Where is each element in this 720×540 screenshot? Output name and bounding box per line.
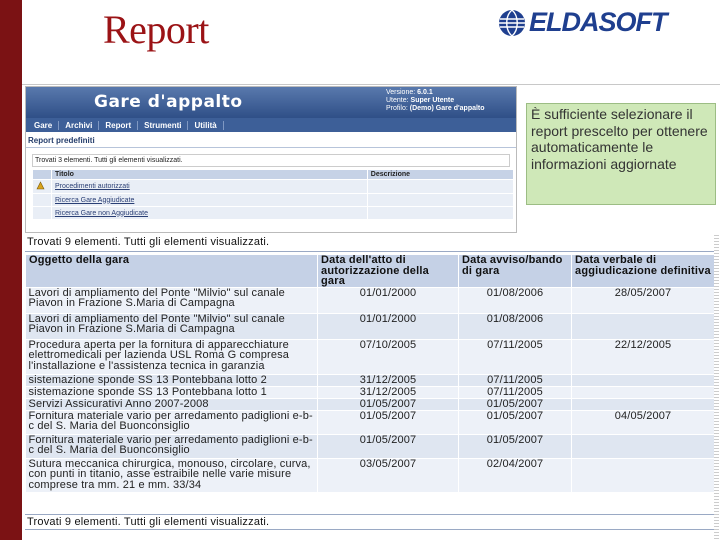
menu-gare[interactable]: Gare: [28, 121, 59, 130]
logo-wordmark: ELDASOFT: [529, 7, 667, 37]
cell-data-verbale: [572, 386, 715, 398]
report-row[interactable]: [33, 194, 514, 207]
cell-data-avviso: 01/08/2006: [459, 287, 572, 313]
slide-title: Report: [103, 7, 209, 52]
globe-logo-icon: [497, 8, 527, 38]
cell-oggetto[interactable]: sistemazione sponde SS 13 Pontebbana lotto 2: [26, 374, 318, 386]
cell-data-verbale: [572, 374, 715, 386]
app-header: [26, 87, 516, 118]
app-title: Gare d'appalto: [94, 92, 243, 112]
col-data-atto[interactable]: Data dell'atto di autorizzazione della gara: [318, 255, 459, 288]
table-row[interactable]: [26, 386, 715, 398]
cell-data-avviso: 01/05/2007: [459, 434, 572, 458]
cell-data-verbale: 04/05/2007: [572, 410, 715, 434]
user-value: Super Utente: [410, 97, 455, 104]
table-row[interactable]: [26, 313, 715, 339]
report-table: [32, 169, 514, 220]
cell-data-avviso: 01/05/2007: [459, 398, 572, 410]
table-row[interactable]: [26, 287, 715, 313]
title-divider: [22, 84, 720, 85]
report-link[interactable]: Ricerca Gare Aggiudicate: [52, 194, 368, 207]
report-description: [367, 194, 513, 207]
cell-oggetto[interactable]: Fornitura materiale vario per arredamento padiglioni e-b-c del S. Maria del Buonconsiglio: [26, 410, 318, 434]
cell-data-avviso: 07/11/2005: [459, 339, 572, 374]
eldasoft-logo: [497, 7, 667, 38]
report-description: [367, 207, 513, 220]
col-data-verbale[interactable]: Data verbale di aggiudicazione definitiva: [572, 255, 715, 288]
cell-data-avviso: 07/11/2005: [459, 374, 572, 386]
report-description: [367, 180, 513, 194]
cell-data-atto: 01/05/2007: [318, 398, 459, 410]
cell-oggetto[interactable]: Servizi Assicurativi Anno 2007-2008: [26, 398, 318, 410]
menu-report[interactable]: Report: [99, 121, 138, 130]
cell-data-avviso: 07/11/2005: [459, 386, 572, 398]
col-oggetto[interactable]: Oggetto della gara: [26, 255, 318, 288]
version-value: 6.0.1: [417, 89, 433, 96]
table-row[interactable]: [26, 458, 715, 492]
cell-data-atto: 07/10/2005: [318, 339, 459, 374]
col-titolo[interactable]: Titolo: [52, 170, 368, 180]
cell-data-atto: 03/05/2007: [318, 458, 459, 492]
cell-data-verbale: [572, 313, 715, 339]
table-row[interactable]: [26, 398, 715, 410]
cell-oggetto[interactable]: Procedura aperta per la fornitura di apparecchiature elettromedicali per lazienda USL Roma G compresa l'installazione e l'assistenza tecnica in garanzia: [26, 339, 318, 374]
cell-data-verbale: 28/05/2007: [572, 287, 715, 313]
results-grid: [25, 235, 719, 540]
cell-data-verbale: [572, 398, 715, 410]
table-row[interactable]: [26, 410, 715, 434]
report-link[interactable]: Procedimenti autorizzati: [52, 180, 368, 194]
section-title: Report predefiniti: [26, 132, 516, 148]
app-session-info: [386, 89, 485, 113]
report-link[interactable]: Ricerca Gare non Aggiudicate: [52, 207, 368, 220]
report-run-icon[interactable]: [33, 180, 52, 194]
found-count-top: Trovati 9 elementi. Tutti gli elementi visualizzati.: [25, 235, 719, 252]
left-accent-bar: [0, 0, 22, 540]
report-row[interactable]: [33, 180, 514, 194]
menu-utilita[interactable]: Utilità: [188, 121, 223, 130]
menu-archivi[interactable]: Archivi: [59, 121, 99, 130]
cell-oggetto[interactable]: Fornitura materiale vario per arredamento padiglioni e-b-c del S. Maria del Buonconsiglio: [26, 434, 318, 458]
cell-data-avviso: 01/08/2006: [459, 313, 572, 339]
table-row[interactable]: [26, 339, 715, 374]
cell-oggetto[interactable]: Sutura meccanica chirurgica, monouso, circolare, curva, con punti in titanio, asse estraibile nelle varie misure comprese tra mm. 21 e mm. 33/34: [26, 458, 318, 492]
cell-data-atto: 31/12/2005: [318, 374, 459, 386]
col-descrizione[interactable]: Descrizione: [367, 170, 513, 180]
app-menu-bar: [26, 118, 516, 132]
report-run-icon: [33, 194, 52, 207]
table-row[interactable]: [26, 374, 715, 386]
cell-data-atto: 31/12/2005: [318, 386, 459, 398]
cell-oggetto[interactable]: Lavori di ampliamento del Ponte "Milvio" sul canale Piavon in Frazione S.Maria di Campagna: [26, 287, 318, 313]
cell-data-atto: 01/01/2000: [318, 287, 459, 313]
cell-oggetto[interactable]: Lavori di ampliamento del Ponte "Milvio" sul canale Piavon in Frazione S.Maria di Campagna: [26, 313, 318, 339]
cell-data-avviso: 01/05/2007: [459, 410, 572, 434]
cell-data-avviso: 02/04/2007: [459, 458, 572, 492]
found-count-bottom: Trovati 9 elementi. Tutti gli elementi visualizzati.: [25, 514, 719, 530]
cell-oggetto[interactable]: sistemazione sponde SS 13 Pontebbana lotto 1: [26, 386, 318, 398]
report-run-icon: [33, 207, 52, 220]
table-row[interactable]: [26, 434, 715, 458]
user-label: Utente:: [386, 97, 409, 104]
callout-note: È sufficiente selezionare il report prescelto per ottenere automaticamente le informazioni aggiornate: [526, 103, 716, 205]
cell-data-atto: 01/05/2007: [318, 434, 459, 458]
app-screenshot: [25, 86, 517, 233]
report-row[interactable]: [33, 207, 514, 220]
cell-data-verbale: 22/12/2005: [572, 339, 715, 374]
version-label: Versione:: [386, 89, 416, 96]
profile-label: Profilo:: [386, 105, 408, 112]
cell-data-verbale: [572, 434, 715, 458]
cell-data-atto: 01/01/2000: [318, 313, 459, 339]
col-data-avviso[interactable]: Data avviso/bando di gara: [459, 255, 572, 288]
cell-data-verbale: [572, 458, 715, 492]
profile-value: (Demo) Gare d'appalto: [409, 105, 485, 112]
menu-strumenti[interactable]: Strumenti: [138, 121, 188, 130]
results-table: [25, 254, 715, 493]
cell-data-atto: 01/05/2007: [318, 410, 459, 434]
vertical-scrollbar[interactable]: [714, 235, 719, 540]
app-found-text: Trovati 3 elementi. Tutti gli elementi visualizzati.: [32, 154, 510, 167]
col-icon: [33, 170, 52, 180]
